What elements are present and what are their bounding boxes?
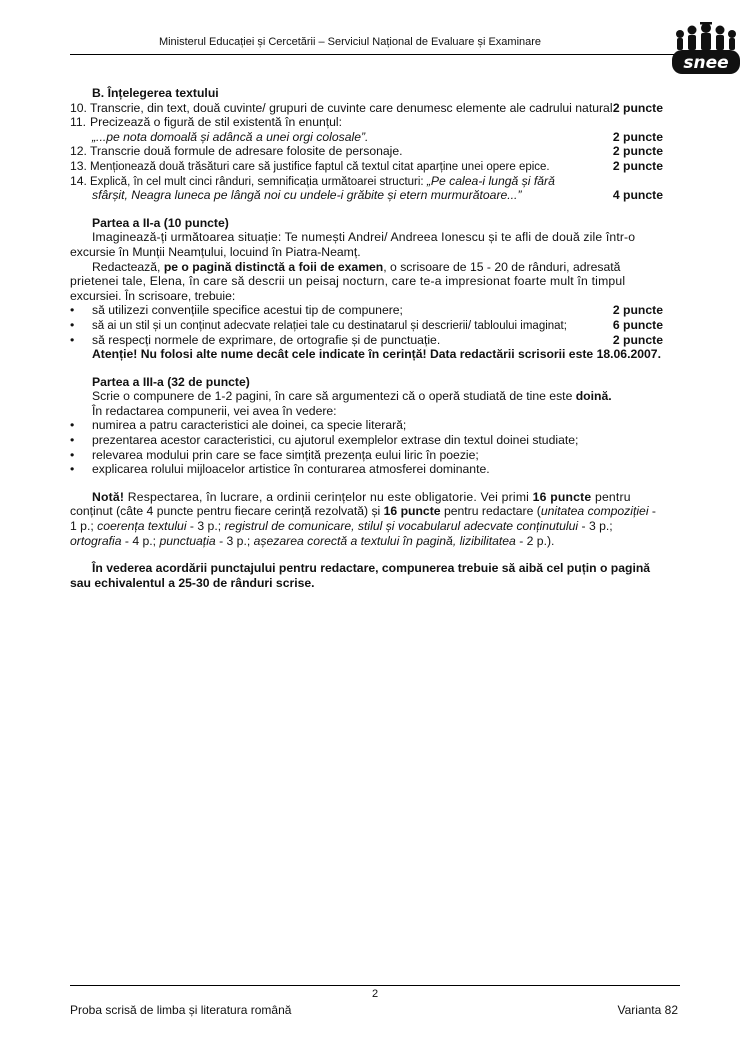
part2-p1-line2: excursie în Munții Neamțului, locuind în Piatra-Neamț. — [70, 244, 361, 259]
footer-right: Varianta 82 — [617, 1003, 678, 1017]
snee-logo — [670, 22, 742, 76]
part3-bullet-4: • explicarea rolului mijloacelor artistice în conturarea atmosferei dominante. — [70, 462, 490, 477]
part2-p2-line2: prietenei tale, Elena, în care să descrii un peisaj nocturn, care te-a impresionat foarte mult în timpul — [70, 274, 626, 289]
note-line4: ortografia - 4 p.; punctuația - 3 p.; așezarea corectă a textului în pagină, lizibilitatea - 2 p.). — [70, 533, 555, 548]
item-14-cont: sfârșit, Neagra luneca pe lângă noi cu undele-i grăbite și etern murmurătoare...” 4 puncte — [92, 188, 663, 203]
part2-bullet-1: • să utilizezi convențiile specifice acestui tip de compunere; 2 puncte — [70, 303, 663, 318]
part2-warning: Atenție! Nu folosi alte nume decât cele indicate în cerință! Data redactării scrisorii este 18.06.2007. — [92, 347, 661, 362]
item-12: 12. Transcrie două formule de adresare folosite de personaje. 2 puncte — [70, 144, 663, 159]
item-10-points: 2 puncte — [612, 100, 663, 115]
header-title: Ministerul Educației și Cercetării – Serviciul Național de Evaluare și Examinare — [158, 36, 542, 48]
part2-p1-line1: Imaginează-ți următoarea situație: Te numești Andrei/ Andreea Ionescu și te afli de două zile într-o — [92, 230, 636, 245]
part2-p2-line1: Redactează, pe o pagină distinctă a foii de examen, o scrisoare de 15 - 20 de rânduri, adresată — [92, 259, 621, 274]
item-14: 14. Explică, în cel mult cinci rânduri, semnificația următoarei structuri: „Pe calea-i lungă și fără — [70, 173, 555, 188]
part2-bullet-2: • să ai un stil și un conținut adecvate relației tale cu destinatarul și descrierii/ tabloului imaginat; 6 puncte — [70, 317, 663, 332]
page-body — [70, 86, 680, 590]
footer-divider — [70, 985, 680, 986]
header-divider — [70, 54, 680, 55]
part3-line1: Scrie o compunere de 1-2 pagini, în care să argumentezi că o operă studiată de tine este doină. — [92, 389, 612, 404]
section-b-title: B. Înțelegerea textului — [92, 86, 219, 100]
item-10: 10. Transcrie, din text, două cuvinte/ grupuri de cuvinte care denumesc elemente ale cadrului natural. 2 puncte — [70, 100, 663, 115]
item-13-points: 2 puncte — [612, 158, 663, 173]
part3-bullet-3: • relevarea modului prin care se face simțită prezența eului liric în poezie; — [70, 447, 479, 462]
item-11: 11. Precizează o figură de stil existentă în enunțul: — [70, 115, 343, 130]
note-line1: Notă! Respectarea, în lucrare, a ordinii cerințelor nu este obligatorie. Vei primi 16 puncte pentru — [92, 489, 631, 504]
part3-line2: În redactarea compunerii, vei avea în vedere: — [92, 403, 337, 418]
final-line2: sau echivalentul a 25-30 de rânduri scrise. — [70, 575, 315, 590]
part3-title: Partea a III-a (32 de puncte) — [92, 374, 250, 389]
note-line2: conținut (câte 4 puncte pentru fiecare cerință rezolvată) și 16 puncte pentru redactare (unitatea compoziției - — [70, 504, 656, 519]
item-13: 13. Menționează două trăsături care să justifice faptul că textul citat aparține unei opere epice. 2 puncte — [70, 158, 663, 173]
part2-p2-line3: excursiei. În scrisoare, trebuie: — [70, 288, 236, 303]
item-11-quote: „...pe nota domoală și adâncă a unei orgi colosale”. 2 puncte — [92, 129, 663, 144]
logo-text: snee — [683, 53, 729, 73]
footer-left: Proba scrisă de limba și literatura română — [70, 1003, 292, 1017]
part2-title: Partea a II-a (10 puncte) — [92, 215, 229, 230]
item-14-points: 4 puncte — [612, 188, 663, 203]
note-line3: 1 p.; coerența textului - 3 p.; registrul de comunicare, stilul și vocabularul adecvate conținutului - 3 p.; — [70, 519, 613, 534]
item-12-points: 2 puncte — [612, 144, 663, 159]
part3-bullet-1: • numirea a patru caracteristici ale doinei, ca specie literară; — [70, 418, 407, 433]
item-11-points: 2 puncte — [612, 129, 663, 144]
part3-bullet-2: • prezentarea acestor caracteristici, cu ajutorul exemplelor extrase din textul doinei studiate; — [70, 433, 579, 448]
page-number: 2 — [371, 988, 379, 1000]
part2-bullet-3: • să respecți normele de exprimare, de ortografie și de punctuație. 2 puncte — [70, 332, 663, 347]
final-line1: În vederea acordării punctajului pentru redactare, compunerea trebuie să aibă cel puțin o pagină — [92, 561, 651, 576]
